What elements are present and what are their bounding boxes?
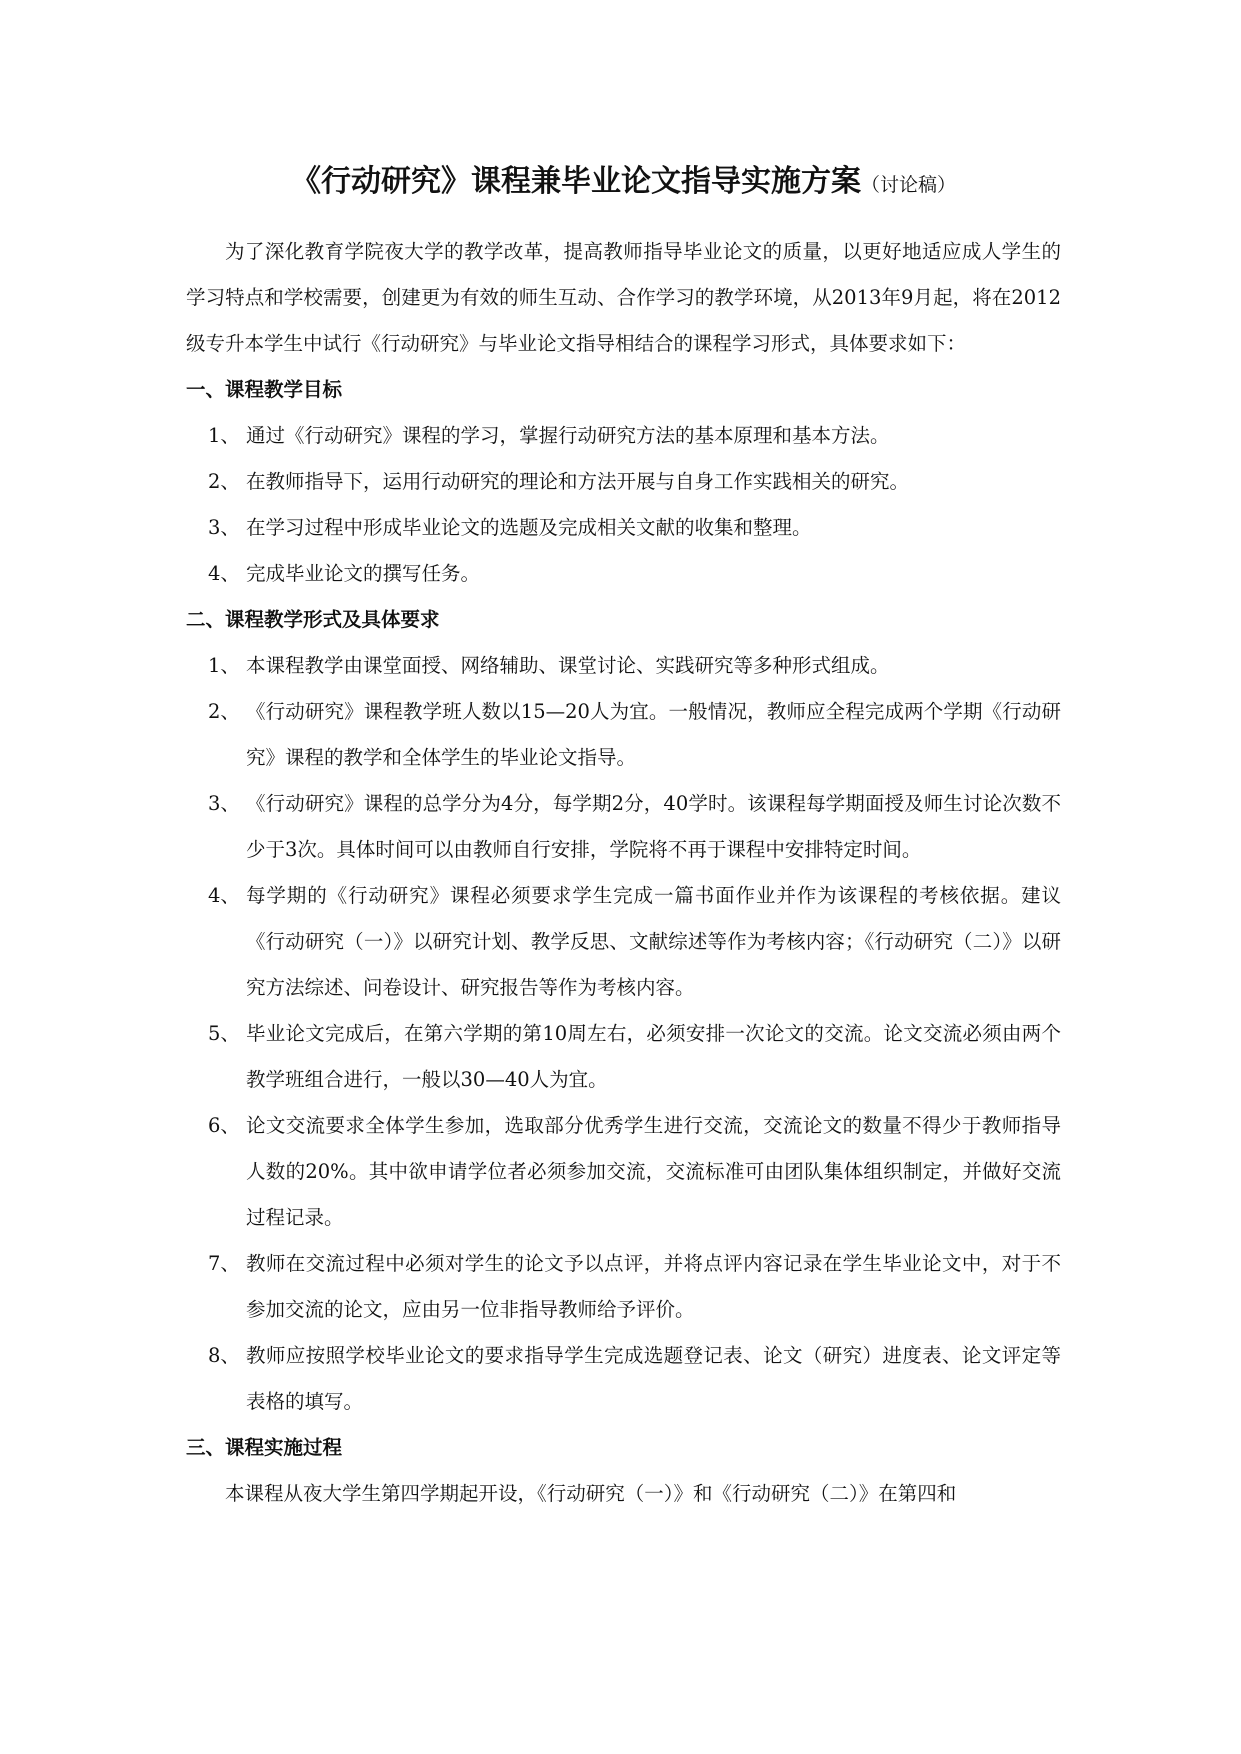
item-text: 教师应按照学校毕业论文的要求指导学生完成选题登记表、论文（研究）进度表、论文评定等表格的填写。	[246, 1344, 1061, 1413]
list-item	[186, 689, 1061, 781]
list-item	[186, 873, 1061, 1011]
item-text: 本课程教学由课堂面授、网络辅助、课堂讨论、实践研究等多种形式组成。	[246, 654, 890, 677]
item-number: 6、	[208, 1114, 240, 1137]
item-number: 1、	[208, 424, 240, 447]
section-heading-goals: 一、课程教学目标	[186, 378, 343, 401]
item-number: 5、	[208, 1022, 240, 1045]
goals-list	[186, 413, 1061, 597]
item-text: 通过《行动研究》课程的学习，掌握行动研究方法的基本原理和基本方法。	[246, 424, 890, 447]
document-title	[186, 160, 1061, 207]
list-item	[186, 1103, 1061, 1241]
item-number: 4、	[208, 562, 240, 585]
section-heading-forms: 二、课程教学形式及具体要求	[186, 608, 440, 631]
item-number: 1、	[208, 654, 240, 677]
item-text: 在教师指导下，运用行动研究的理论和方法开展与自身工作实践相关的研究。	[246, 470, 910, 493]
list-item	[186, 413, 1061, 459]
process-paragraph: 本课程从夜大学生第四学期起开设，《行动研究（一）》和《行动研究（二）》在第四和	[225, 1482, 957, 1505]
list-item	[186, 781, 1061, 873]
item-text: 完成毕业论文的撰写任务。	[246, 562, 481, 585]
item-number: 3、	[208, 516, 240, 539]
item-text: 《行动研究》课程的总学分为4分，每学期2分，40学时。该课程每学期面授及师生讨论次数不少于3次。具体时间可以由教师自行安排，学院将不再于课程中安排特定时间。	[246, 792, 1061, 861]
list-item	[186, 1241, 1061, 1333]
requirements-list	[186, 643, 1061, 1425]
item-number: 8、	[208, 1344, 240, 1367]
list-item	[186, 643, 1061, 689]
list-item	[186, 551, 1061, 597]
item-number: 2、	[208, 470, 240, 493]
list-item	[186, 1333, 1061, 1425]
list-item	[186, 459, 1061, 505]
item-text: 《行动研究》课程教学班人数以15—20人为宜。一般情况，教师应全程完成两个学期《行动研究》课程的教学和全体学生的毕业论文指导。	[246, 700, 1061, 769]
item-text: 毕业论文完成后，在第六学期的第10周左右，必须安排一次论文的交流。论文交流必须由两个教学班组合进行，一般以30—40人为宜。	[246, 1022, 1061, 1091]
item-text: 论文交流要求全体学生参加，选取部分优秀学生进行交流，交流论文的数量不得少于教师指导人数的20%。其中欲申请学位者必须参加交流，交流标准可由团队集体组织制定，并做好交流过程记录。	[246, 1114, 1061, 1229]
title-main: 《行动研究》课程兼毕业论文指导实施方案	[290, 164, 861, 199]
section-heading-process: 三、课程实施过程	[186, 1436, 343, 1459]
list-item	[186, 1011, 1061, 1103]
item-text: 教师在交流过程中必须对学生的论文予以点评，并将点评内容记录在学生毕业论文中，对于不参加交流的论文，应由另一位非指导教师给予评价。	[246, 1252, 1061, 1321]
intro-paragraph: 为了深化教育学院夜大学的教学改革，提高教师指导毕业论文的质量，以更好地适应成人学生的学习特点和学校需要，创建更为有效的师生互动、合作学习的教学环境，从2013年9月起，将在2012级专升本学生中试行《行动研究》与毕业论文指导相结合的课程学习形式，具体要求如下：	[186, 240, 1061, 355]
item-text: 每学期的《行动研究》课程必须要求学生完成一篇书面作业并作为该课程的考核依据。建议《行动研究（一）》以研究计划、教学反思、文献综述等作为考核内容；《行动研究（二）》以研究方法综述、问卷设计、研究报告等作为考核内容。	[246, 884, 1061, 999]
item-text: 在学习过程中形成毕业论文的选题及完成相关文献的收集和整理。	[246, 516, 812, 539]
title-draft-note: （讨论稿）	[860, 174, 956, 196]
list-item	[186, 505, 1061, 551]
item-number: 7、	[208, 1252, 240, 1275]
item-number: 2、	[208, 700, 240, 723]
item-number: 4、	[208, 884, 240, 907]
item-number: 3、	[208, 792, 240, 815]
